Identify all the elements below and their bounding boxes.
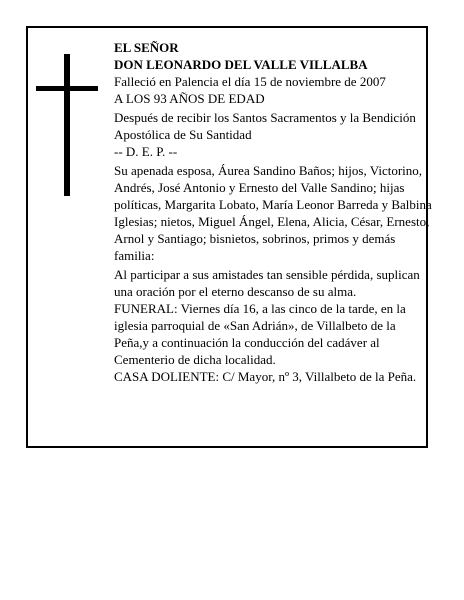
family-list: Su apenada esposa, Áurea Sandino Baños; hijos, Victorino, Andrés, José Antonio y Ernesto del Valle Sandino; hijas políticas, Margarita Lobato, María Leonor Barreda y Balbina Iglesias; nietos, Miguel Ángel, Elena, Alicia, César, Ernesto, Arnol y Santiago; bisnietos, sobrinos, primos y demás familia: (114, 163, 432, 263)
deceased-name: DON LEONARDO DEL VALLE VILLALBA (114, 57, 368, 72)
sacraments-statement: Después de recibir los Santos Sacramentos y la Bendición Apostólica de Su Santidad (114, 110, 416, 142)
rip-line: -- D. E. P. -- (114, 144, 178, 159)
cross-horizontal-bar (36, 86, 98, 91)
title: EL SEÑOR (114, 40, 179, 55)
prayer-request: Al participar a sus amistades tan sensible pérdida, suplican una oración por el eterno descanso de su alma. (114, 267, 420, 299)
funeral-details: FUNERAL: Viernes día 16, a las cinco de la tarde, en la iglesia parroquial de «San Adrián», de Villalbeto de la Peña,y a continuación la conducción del cadáver al Cementerio de dicha localidad. (114, 301, 406, 367)
death-statement: Falleció en Palencia el día 15 de noviembre de 2007 (114, 74, 386, 89)
cross-vertical-bar (64, 54, 70, 196)
obituary-text (114, 39, 432, 385)
mourning-house: CASA DOLIENTE: C/ Mayor, nº 3, Villalbeto de la Peña. (114, 369, 417, 384)
age-statement: A LOS 93 AÑOS DE EDAD (114, 91, 265, 106)
cross-icon (36, 54, 98, 196)
